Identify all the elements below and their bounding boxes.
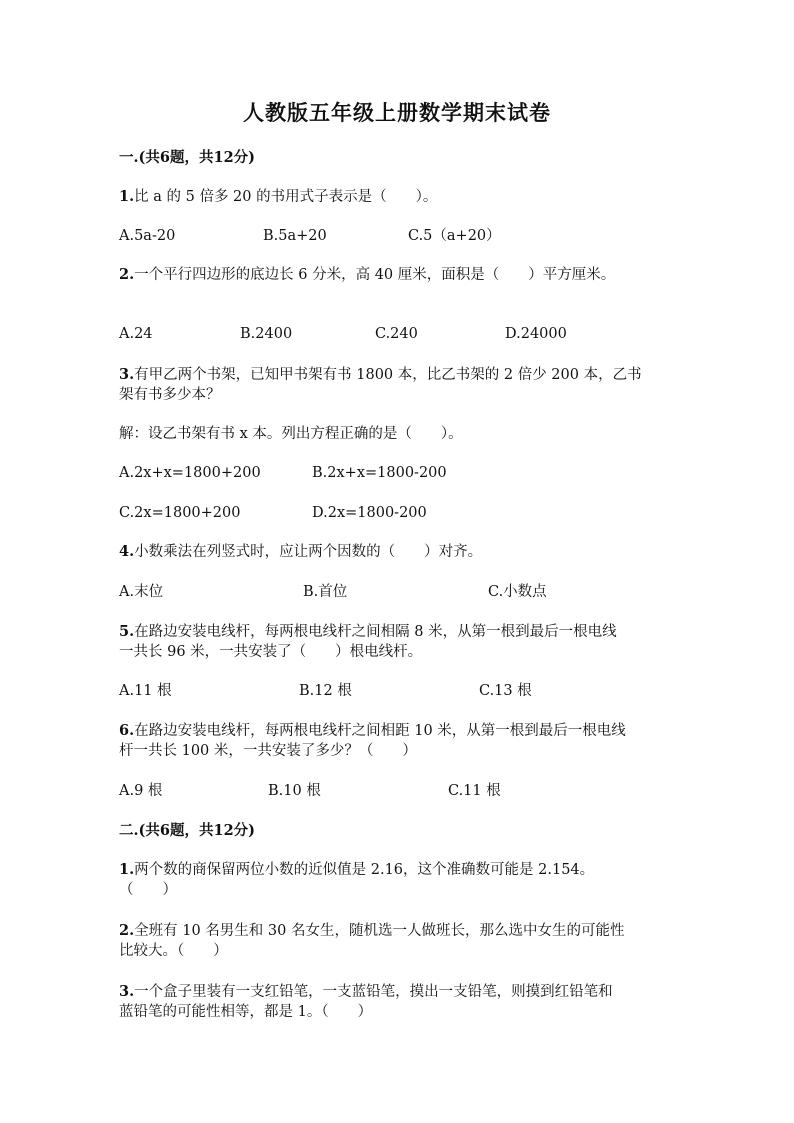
option-1-2-b: B.2400 [240,326,293,342]
question-text: 有甲乙两个书架，已知甲书架有书 1800 本，比乙书架的 2 倍少 200 本，乙书 [134,367,642,383]
question-1-1 [119,186,437,208]
question-1-5 [119,621,617,643]
question-number: 1. [119,188,135,205]
question-number: 6. [119,722,135,739]
option-1-3-b: B.2x+x=1800-200 [312,465,447,481]
question-text: 小数乘法在列竖式时，应让两个因数的（ ）对齐。 [134,544,483,560]
question-number: 3. [119,983,135,1000]
option-1-1-a: A.5a-20 [119,228,176,244]
question-number: 2. [119,922,135,939]
option-1-5-a: A.11 根 [119,683,172,699]
question-2-3-cont: 蓝铅笔的可能性相等，都是 1。（ ） [119,1004,373,1020]
question-text: 比 a 的 5 倍多 20 的书用式子表示是（ ）。 [134,189,438,205]
question-text: 在路边安装电线杆，每两根电线杆之间相距 10 米，从第一根到最后一根电线 [134,723,626,739]
option-1-2-c: C.240 [375,326,418,342]
question-1-5-cont: 一共长 96 米，一共安装了（ ）根电线杆。 [119,644,423,660]
option-1-6-a: A.9 根 [119,783,163,799]
option-1-4-b: B.首位 [303,584,348,600]
question-2-2-cont: 比较大。（ ） [119,943,228,959]
question-1-3-cont: 架有书多少本？ [119,387,221,403]
option-1-3-c: C.2x=1800+200 [119,505,241,521]
question-number: 5. [119,623,135,640]
option-1-4-c: C.小数点 [488,584,547,600]
option-1-4-a: A.末位 [119,584,164,600]
question-text: 全班有 10 名男生和 30 名女生，随机选一人做班长，那么选中女生的可能性 [134,923,625,939]
question-1-3 [119,364,642,386]
question-1-2 [119,264,615,286]
question-2-1 [119,859,594,881]
option-1-3-d: D.2x=1800-200 [312,505,427,521]
option-1-1-b: B.5a+20 [263,228,327,244]
question-1-3-solution: 解：设乙书架有书 x 本。列出方程正确的是（ ）。 [119,426,463,442]
option-1-2-d: D.24000 [505,326,567,342]
section-1-heading: 一.(共6题，共12分) [119,149,256,166]
option-1-1-c: C.5（a+20） [408,228,501,244]
question-number: 1. [119,861,135,878]
question-text: 两个数的商保留两位小数的近似值是 2.16，这个准确数可能是 2.154。 [134,862,595,878]
exam-title: 人教版五年级上册数学期末试卷 [243,100,551,125]
question-text: 在路边安装电线杆，每两根电线杆之间相隔 8 米，从第一根到最后一根电线 [134,624,617,640]
option-1-6-b: B.10 根 [268,783,321,799]
question-number: 2. [119,266,135,283]
option-1-5-c: C.13 根 [479,683,532,699]
question-text: 一个平行四边形的底边长 6 分米，高 40 厘米，面积是（ ）平方厘米。 [134,267,616,283]
question-2-3 [119,981,613,1003]
question-1-4 [119,541,482,563]
question-2-1-cont: （ ） [119,882,177,898]
section-2-heading: 二.(共6题，共12分) [119,822,256,839]
option-1-6-c: C.11 根 [448,783,501,799]
question-number: 4. [119,543,135,560]
question-1-6 [119,720,626,742]
option-1-2-a: A.24 [119,326,153,342]
question-text: 一个盒子里装有一支红铅笔，一支蓝铅笔，摸出一支铅笔，则摸到红铅笔和 [134,984,613,1000]
option-1-3-a: A.2x+x=1800+200 [119,465,261,481]
option-1-5-b: B.12 根 [299,683,352,699]
question-2-2 [119,920,624,942]
question-1-6-cont: 杆一共长 100 米，一共安装了多少？（ ） [119,743,417,759]
question-number: 3. [119,366,135,383]
